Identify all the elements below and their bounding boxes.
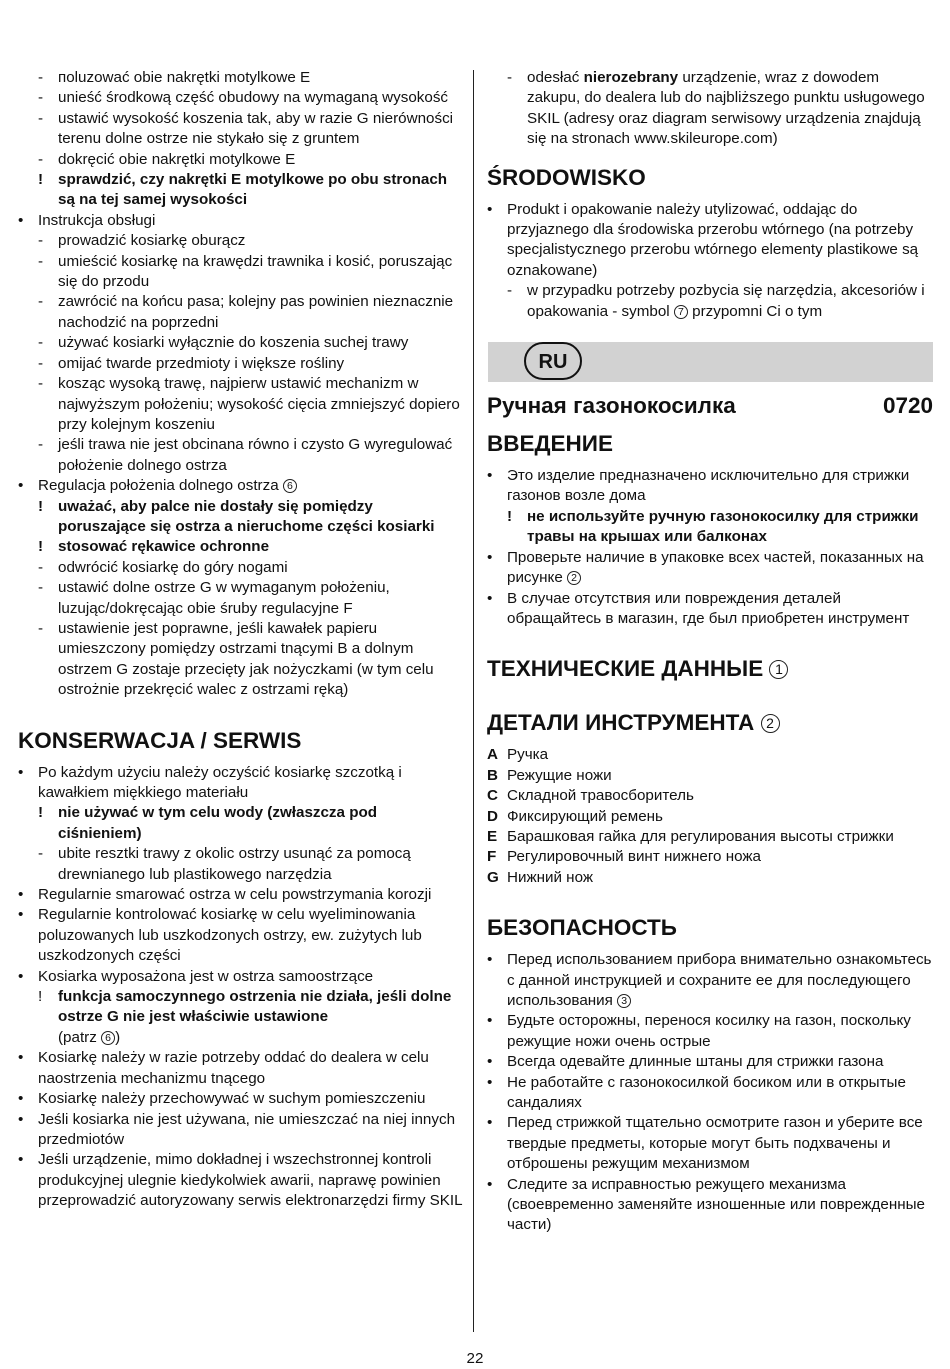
list-item: - ustawić dolne ostrze G w wymaganym położeniu, luzując/dokręcając obie śruby regulacyjne F (38, 579, 390, 617)
part-item: A Ручка (487, 746, 549, 764)
bullet-item: • Перед стрижкой тщательно осмотрите газон и уберите все твердые предметы, которые могут быть подхвачены и отброшены режущим механизмом (487, 1114, 923, 1173)
warning-item: ! funkcja samoczynnego ostrzenia nie działa, jeśli dolne ostrze G nie jest właściwie ustawione (patrz 6 ) (38, 988, 452, 1046)
right-column (487, 68, 933, 1236)
bullet-item: • Следите за исправностью режущего механизма (своевременно заменяйте изношенные или поврежденные части) (487, 1175, 925, 1234)
product-code: 0720 (882, 393, 933, 419)
product-title: Ручная газонокосилка (487, 393, 736, 419)
list-item: - zawrócić na końcu pasa; kolejny pas powinien nieznacznie nachodzić na poprzedni (38, 293, 454, 331)
language-band (488, 342, 933, 382)
figure-ref: 6 (101, 1031, 115, 1045)
section-heading-maintenance: KONSERWACJA / SERWIS (18, 727, 302, 753)
bullet-item: • Всегда одевайте длинные штаны для стрижки газона (487, 1053, 884, 1071)
figure-ref: 3 (617, 994, 631, 1008)
list-item: - ustawienie jest poprawne, jeśli kawałek papieru umieszczony pomiędzy ostrzami tnącymi B a dolnym ostrzem G zostaje przecięty jak nożyczkami (w tym celu ostrożnie przekręcić walec z ostrzami ręką) (38, 619, 434, 699)
left-column (18, 68, 463, 1212)
bullet-item: • Po każdym użyciu należy oczyścić kosiarkę szczotką i kawałkiem miękkiego materiału (18, 763, 402, 801)
language-badge: RU (524, 342, 582, 380)
list-item: - unieść środkową część obudowy na wymaganą wysokość (38, 89, 449, 107)
bullet-item: • Kosiarkę należy w razie potrzeby oddać do dealera w celu naostrzenia mechanizmu tnącego (18, 1049, 429, 1087)
figure-ref: 7 (674, 305, 688, 319)
list-item: - omijać twarde przedmioty i większe rośliny (38, 354, 345, 372)
bullet-item: • Проверьте наличие в упаковке всех частей, показанных на рисунке 2 (487, 548, 924, 587)
bullet-item: • Instrukcja obsługi (18, 211, 156, 229)
section-heading-parts: ДЕТАЛИ ИНСТРУМЕНТА 2 (487, 709, 933, 737)
list-item: - używać kosiarki wyłącznie do koszenia suchej trawy (38, 334, 409, 352)
bullet-item: • В случае отсутствия или повреждения деталей обращайтесь в магазин, где был приобретен инструмент (487, 589, 910, 627)
list-item: - ustawić wysokość koszenia tak, aby w razie G nierówności terenu dolne ostrze nie stykało się z gruntem (38, 109, 454, 148)
list-item: - umieścić kosiarkę na krawędzi trawnika i kosić, poruszając się do przodu (38, 252, 453, 291)
bullet-item: • Будьте осторожны, перенося косилку на газон, поскольку режущие ножи очень острые (487, 1012, 911, 1050)
bullet-item: • Regularnie kontrolować kosiarkę w celu wyeliminowania poluzowanych lub uszkodzonych ostrzy, ew. zużytych lub uszkodzonych części (18, 906, 422, 965)
part-item: D Фиксирующий ремень (487, 807, 663, 825)
warning-item: ! uważać, aby palce nie dostały się pomiędzy poruszające się ostrza a nieruchome części kosiarki (38, 497, 435, 535)
bullet-item: • Не работайте с газонокосилкой босиком или в открытые сандалиях (487, 1073, 906, 1111)
bullet-item: • Regularnie smarować ostrza w celu powstrzymania korozji (18, 886, 432, 904)
bullet-item: • Produkt i opakowanie należy utylizować, oddając do przyjaznego dla środowiska przerobu wtórnego (na potrzeby specjalistycznego przerobu wtórnego elementy plastikowe są oznakowane) (487, 200, 919, 279)
bullet-item: • Jeśli kosiarka nie jest używana, nie umieszczać na niej innych przedmiotów (18, 1110, 456, 1148)
warning-item: ! stosować rękawice ochronne (38, 538, 270, 556)
page-number: 22 (466, 1350, 484, 1367)
part-item: E Барашковая гайка для регулирования высоты стрижки (487, 827, 894, 845)
bullet-item: • Перед использованием прибора внимательно ознакомьтесь с данной инструкцией и сохраните ее для последующего использования 3 (487, 951, 932, 1009)
list-item: - jeśli trawa nie jest obcinana równo i czysto G wyregulować położenie dolnego ostrza (38, 436, 453, 474)
section-heading-environment: ŚRODOWISKO (487, 164, 646, 190)
part-item: F Регулировочный винт нижнего ножа (487, 848, 761, 866)
bullet-item: • Regulacja położenia dolnego ostrza 6 (18, 476, 463, 496)
figure-ref: 6 (283, 479, 297, 493)
column-divider (473, 70, 474, 1332)
list-item: - prowadzić kosiarkę oburącz (38, 232, 246, 250)
warning-item: ! sprawdzić, czy nakrętki E motylkowe po obu stronach są na tej samej wysokości (38, 171, 448, 209)
list-item: - odwrócić kosiarkę do góry nogami (38, 558, 288, 576)
warning-item: ! не используйте ручную газонокосилку для стрижки травы на крышах или балконах (507, 507, 919, 546)
section-heading-tech: ТЕХНИЧЕСКИЕ ДАННЫЕ 1 (487, 655, 933, 683)
part-item: G Нижний нож (487, 868, 594, 886)
figure-ref: 2 (567, 571, 581, 585)
section-heading-intro: ВВЕДЕНИЕ (487, 431, 613, 457)
section-heading-safety: БЕЗОПАСНОСТЬ (487, 915, 677, 941)
list-item: - ubite resztki trawy z okolic ostrzy usunąć za pomocą drewnianego lub plastikowego narzędzia (38, 845, 411, 883)
warning-item: ! nie używać w tym celu wody (zwłaszcza pod ciśnieniem) (38, 804, 378, 842)
bullet-item: • Kosiarkę należy przechowywać w suchym pomieszczeniu (18, 1090, 426, 1108)
product-title-row (487, 392, 933, 420)
list-item: - kosząc wysoką trawę, najpierw ustawić mechanizm w najwyższym położeniu; wysokość cięcia zmniejszyć dopiero przy kolejnym koszeniu (38, 375, 460, 433)
part-item: B Режущие ножи (487, 766, 612, 784)
list-item: - dokręcić obie nakrętki motylkowe E (38, 150, 296, 168)
list-item: - поluzować obie nakrętki motylkowe E (38, 69, 311, 86)
part-item: C Складной травосборитель (487, 787, 694, 805)
figure-ref: 2 (761, 714, 780, 733)
bullet-item: • Jeśli urządzenie, mimo dokładnej i wszechstronnej kontroli produkcyjnej ulegnie kiedykolwiek awarii, naprawę powinien przeprowadzić autoryzowany serwis elektronarzędzi firmy SKIL (18, 1151, 463, 1210)
bullet-item: • Это изделие предназначено исключительно для стрижки газонов возле дома (487, 467, 910, 505)
list-item: - w przypadku potrzeby pozbycia się narzędzia, akcesoriów i opakowania - symbol 7 przypomni Ci o tym (507, 282, 925, 320)
figure-ref: 1 (769, 660, 788, 679)
list-item: - odesłać nierozebrany urządzenie, wraz z dowodem zakupu, do dealera lub do najbliższego punktu usługowego SKIL (adresy oraz diagram serwisowy urządzenia znajdują się na stronach www.skileurope.com) (507, 69, 925, 148)
bullet-item: • Kosiarka wyposażona jest w ostrza samoostrzące (18, 967, 374, 985)
